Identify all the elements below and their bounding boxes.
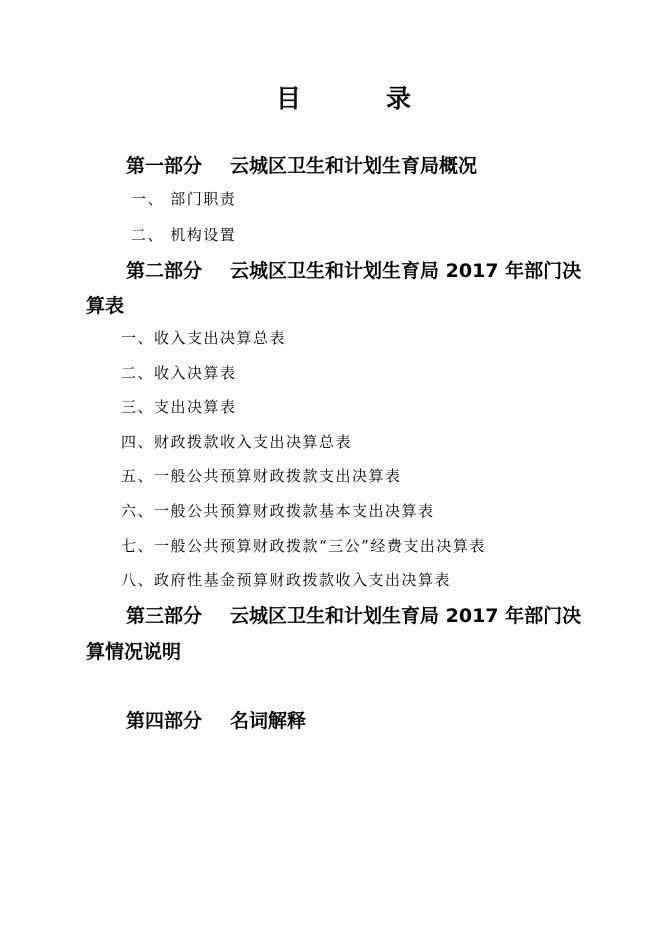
part-3-title-line-1: 云城区卫生和计划生育局 2017 年部门决 xyxy=(230,605,582,627)
part-2-number: 第二部分 xyxy=(126,260,203,282)
part-2-item-6: 六、一般公共预算财政拨款基本支出决算表 xyxy=(121,502,435,520)
part-4-heading xyxy=(126,712,306,731)
part-1-title: 云城区卫生和计划生育局概况 xyxy=(230,155,478,177)
part-4-title: 名词解释 xyxy=(230,710,307,732)
toc-title-char-1: 目 xyxy=(276,84,302,113)
part-1-heading xyxy=(126,157,477,176)
part-2-title-line-2: 算表 xyxy=(86,295,125,317)
part-2-item-3: 三、支出决算表 xyxy=(121,398,237,416)
part-2-item-4: 四、财政拨款收入支出决算总表 xyxy=(121,433,353,451)
part-1-item-1: 一、 部门职责 xyxy=(131,190,237,208)
part-2-title-line-1: 云城区卫生和计划生育局 2017 年部门决 xyxy=(230,260,582,282)
part-2-item-7: 七、一般公共预算财政拨款“三公”经费支出决算表 xyxy=(121,537,486,555)
part-2-item-2: 二、收入决算表 xyxy=(121,364,237,382)
part-3-heading xyxy=(126,607,581,626)
part-2-item-1: 一、收入支出决算总表 xyxy=(121,329,287,347)
part-2-heading xyxy=(126,262,581,281)
part-3-title-line-2: 算情况说明 xyxy=(86,641,182,663)
part-2-item-5: 五、一般公共预算财政拨款支出决算表 xyxy=(121,467,402,485)
part-4-number: 第四部分 xyxy=(126,710,203,732)
part-3-number: 第三部分 xyxy=(126,605,203,627)
toc-title-char-2: 录 xyxy=(386,84,412,113)
part-1-number: 第一部分 xyxy=(126,155,203,177)
part-1-item-2: 二、 机构设置 xyxy=(131,226,237,244)
part-2-item-8: 八、政府性基金预算财政拨款收入支出决算表 xyxy=(121,571,452,589)
